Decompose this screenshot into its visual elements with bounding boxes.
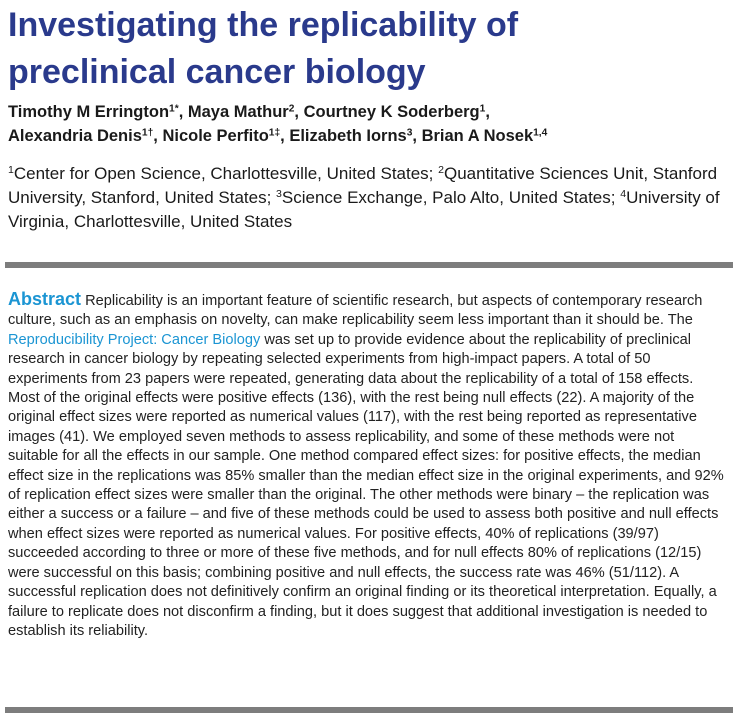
abstract-bottom-rule xyxy=(5,707,733,713)
author-name: Maya Mathur xyxy=(187,103,289,121)
title-line-1: Investigating the replicability of xyxy=(8,6,519,44)
author-affiliation-mark: 1‡ xyxy=(268,127,281,139)
abstract-text-rest: was set up to provide evidence about the replicability of preclinical research in cancer biology by repeating selected experiments from high-impact papers. A total of 50 experiments from 23 papers were repeated, generating data about the replicability of a total of 158 effects. Most of the original effects were positive effects (136), with the rest being null effects (22). A majority of the original effect sizes were reported as numerical values (117), with the rest being reported as representative images (41). We employed seven methods to assess replicability, and some of these methods were not suitable for all the effects in our sample. One method compared effect sizes: for positive effects, the median effect size in the replications was 85% smaller than the median effect size in the original experiments, and 92% of replication effect sizes were smaller than the original. The other methods were binary – the replication was either a success or a failure – and five of these methods could be used to assess both positive and null effects when effect sizes were reported as numerical values. For positive effects, 40% of replications (39/97) succeeded according to three or more of these five methods, and for null effects 80% of replications (12/15) were successful on this basis; combining positive and null effects, the success rate was 46% (51/112). A successful replication does not definitively confirm an original finding or its theoretical interpretation. Equally, a failure to replicate does not disconfirm a finding, but it does suggest that additional investigation is needed to establish its reliability. xyxy=(8,331,724,639)
author-separator: , xyxy=(153,127,163,145)
author-separator: , xyxy=(280,127,290,145)
author-separator: , xyxy=(178,103,188,121)
affiliation-text: Center for Open Science, Charlottesville, United States; xyxy=(13,164,439,183)
author-affiliation-mark: 2 xyxy=(288,103,295,115)
project-link[interactable]: Reproducibility Project: Cancer Biology xyxy=(8,331,261,348)
title-line-2: preclinical cancer biology xyxy=(8,53,426,91)
author-affiliation-mark: 1,4 xyxy=(533,127,548,139)
affiliation-number: 3 xyxy=(276,188,282,201)
author-name: Courtney K Soderberg xyxy=(303,103,480,121)
affiliation-text: Quantitative Sciences Unit, Stanford University, Stanford, United States; xyxy=(8,164,718,207)
abstract-top-rule xyxy=(5,262,733,268)
author-affiliation-mark: 3 xyxy=(406,127,413,139)
affiliation-text: Science Exchange, Palo Alto, United States; xyxy=(281,188,621,207)
author-separator: , xyxy=(485,103,490,121)
author-name: Timothy M Errington xyxy=(8,103,170,121)
author-affiliation-mark: 1 xyxy=(479,103,486,115)
abstract-heading: Abstract xyxy=(8,289,82,309)
author-list xyxy=(8,100,728,148)
abstract-text-start: Replicability is an important feature of scientific research, but aspects of contemporary research culture, such as an emphasis on novelty, can make replicability seem less important than it should be. The xyxy=(8,293,703,329)
author-affiliation-mark: 1† xyxy=(141,127,154,139)
author-name: Nicole Perfito xyxy=(162,127,269,145)
author-separator: , xyxy=(412,127,422,145)
article-title xyxy=(8,2,728,96)
affiliation-number: 2 xyxy=(438,164,444,177)
author-name: Brian A Nosek xyxy=(421,127,534,145)
author-separator: , xyxy=(294,103,304,121)
affiliation-text: University of Virginia, Charlottesville, United States xyxy=(8,188,720,231)
affiliation-number: 4 xyxy=(620,188,627,201)
affiliation-number: 1 xyxy=(8,164,14,177)
author-name: Alexandria Denis xyxy=(8,127,142,145)
author-affiliation-mark: 1* xyxy=(169,103,179,115)
affiliation-list xyxy=(8,162,728,234)
author-name: Elizabeth Iorns xyxy=(289,127,407,145)
abstract-body xyxy=(8,290,726,641)
